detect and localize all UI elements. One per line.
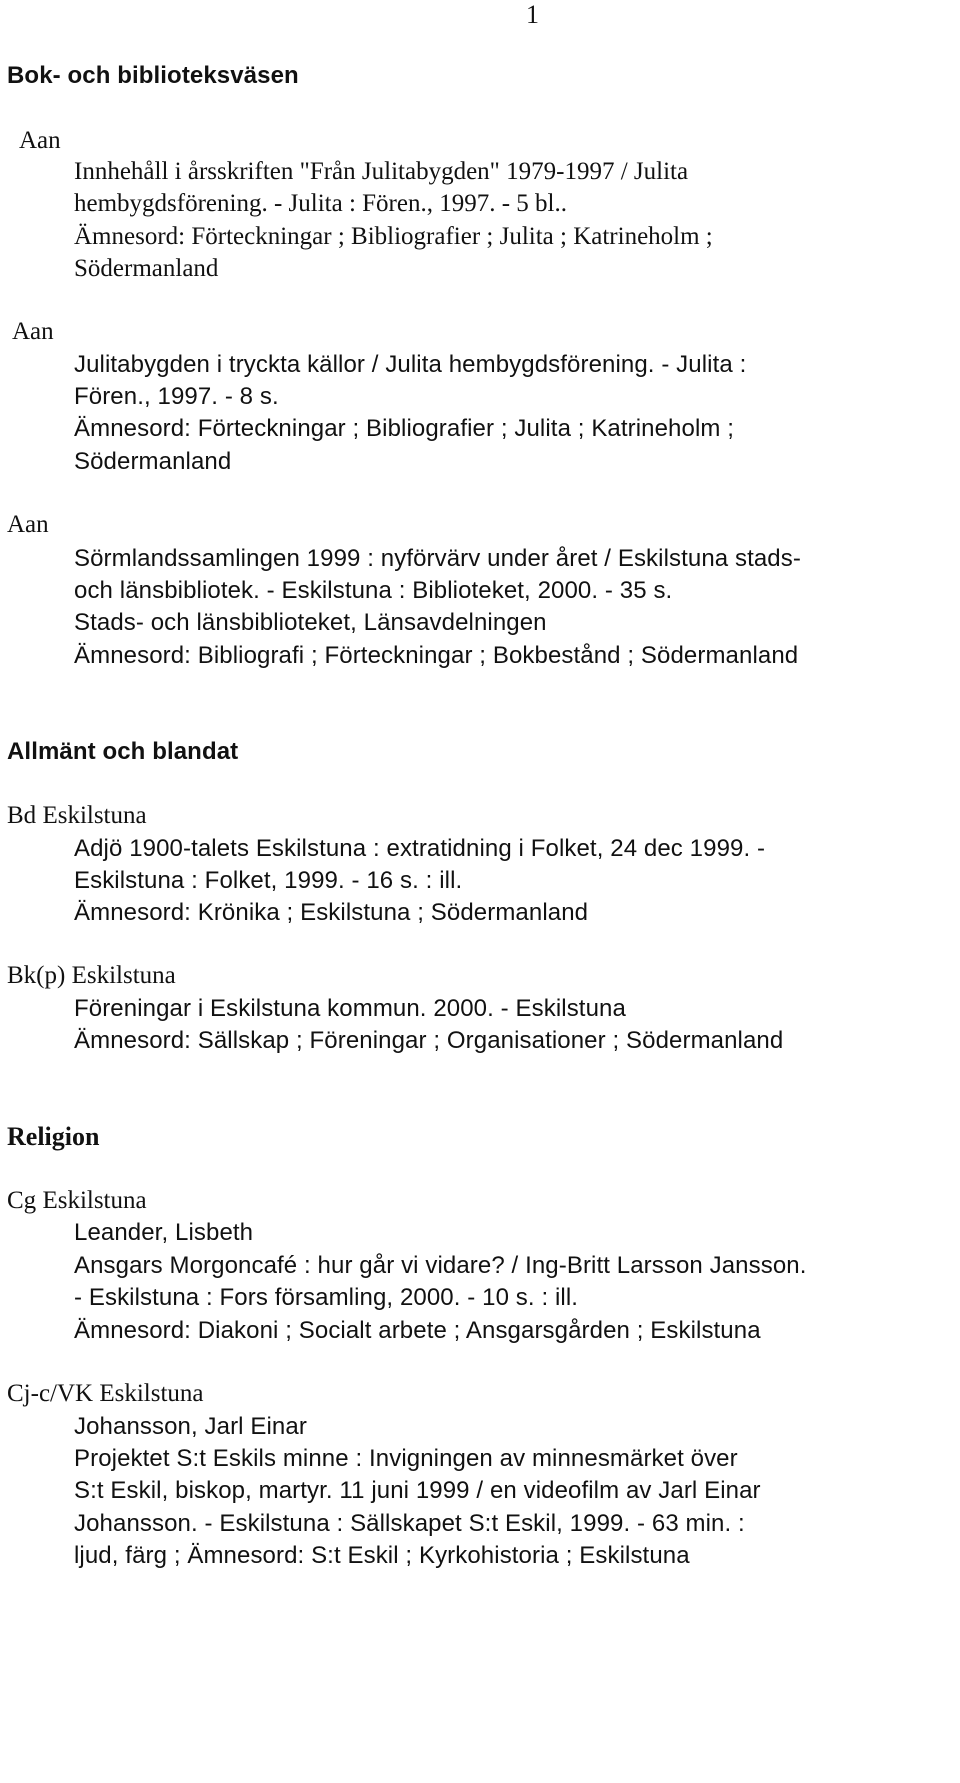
location-label: Eskilstuna	[71, 962, 176, 989]
entry-line: Södermanland	[74, 448, 232, 475]
classification-label: Bd	[7, 802, 37, 829]
classification-code	[7, 1379, 204, 1409]
classification-label: Bk(p)	[7, 962, 66, 989]
classification-label: Cj-c/VK	[7, 1380, 94, 1407]
location-label: Eskilstuna	[42, 802, 147, 829]
classification-code	[7, 1186, 147, 1216]
entry-line: Innhehåll i årsskriften "Från Julitabygden" 1979-1997 / Julita	[74, 158, 689, 185]
entry-line: S:t Eskil, biskop, martyr. 11 juni 1999 / en videofilm av Jarl Einar	[74, 1477, 761, 1504]
entry-line: Föreningar i Eskilstuna kommun. 2000. - Eskilstuna	[74, 995, 626, 1022]
entry-line: Julitabygden i tryckta källor / Julita hembygdsförening. - Julita :	[74, 351, 747, 378]
entry-line: och länsbibliotek. - Eskilstuna : Biblioteket, 2000. - 35 s.	[74, 577, 673, 604]
section-heading: Religion	[7, 1122, 100, 1151]
author-line	[74, 1412, 307, 1442]
entry-line: Sörmlandssamlingen 1999 : nyförvärv under året / Eskilstuna stads-	[74, 545, 801, 572]
entry-line: Ämnesord: Förteckningar ; Bibliografier ; Julita ; Katrineholm ;	[74, 415, 735, 442]
classification-code: Aan	[7, 511, 49, 538]
entry-line: Projektet S:t Eskils minne : Invigningen av minnesmärket över	[74, 1445, 738, 1472]
entry-line: Stads- och länsbiblioteket, Länsavdelningen	[74, 609, 547, 636]
classification-code: Aan	[12, 318, 54, 345]
author-line	[74, 1218, 253, 1248]
author-surname: Johansson,	[74, 1413, 198, 1440]
classification-label: Cg	[7, 1187, 37, 1214]
entry-line: hembygdsförening. - Julita : Fören., 1997. - 5 bl..	[74, 190, 567, 217]
entry-line: ljud, färg ; Ämnesord: S:t Eskil ; Kyrkohistoria ; Eskilstuna	[74, 1542, 690, 1569]
page-number: 1	[526, 0, 539, 29]
section-heading: Allmänt och blandat	[7, 738, 239, 765]
entry-line: Ämnesord: Förteckningar ; Bibliografier ; Julita ; Katrineholm ;	[74, 223, 713, 250]
entry-line: Ämnesord: Bibliografi ; Förteckningar ; Bokbestånd ; Södermanland	[74, 642, 799, 669]
location-label: Eskilstuna	[42, 1187, 147, 1214]
section-heading: Bok- och biblioteksväsen	[7, 62, 299, 89]
entry-line: Adjö 1900-talets Eskilstuna : extratidning i Folket, 24 dec 1999. -	[74, 835, 766, 862]
entry-line: Ämnesord: Sällskap ; Föreningar ; Organisationer ; Södermanland	[74, 1027, 784, 1054]
classification-code	[7, 961, 176, 991]
entry-line: Johansson. - Eskilstuna : Sällskapet S:t Eskil, 1999. - 63 min. :	[74, 1510, 745, 1537]
entry-line: - Eskilstuna : Fors församling, 2000. - 10 s. : ill.	[74, 1284, 579, 1311]
entry-line: Ansgars Morgoncafé : hur går vi vidare? / Ing-Britt Larsson Jansson.	[74, 1252, 807, 1279]
entry-line: Eskilstuna : Folket, 1999. - 16 s. : ill.	[74, 867, 463, 894]
entry-line: Ämnesord: Diakoni ; Socialt arbete ; Ansgarsgården ; Eskilstuna	[74, 1317, 761, 1344]
entry-line: Södermanland	[74, 255, 219, 282]
author-given: Jarl Einar	[204, 1413, 307, 1440]
author-given: Lisbeth	[175, 1219, 254, 1246]
classification-code	[7, 801, 147, 831]
entry-line: Ämnesord: Krönika ; Eskilstuna ; Södermanland	[74, 899, 589, 926]
author-surname: Leander,	[74, 1219, 169, 1246]
classification-code: Aan	[19, 127, 61, 154]
entry-line: Fören., 1997. - 8 s.	[74, 383, 279, 410]
location-label: Eskilstuna	[99, 1380, 204, 1407]
